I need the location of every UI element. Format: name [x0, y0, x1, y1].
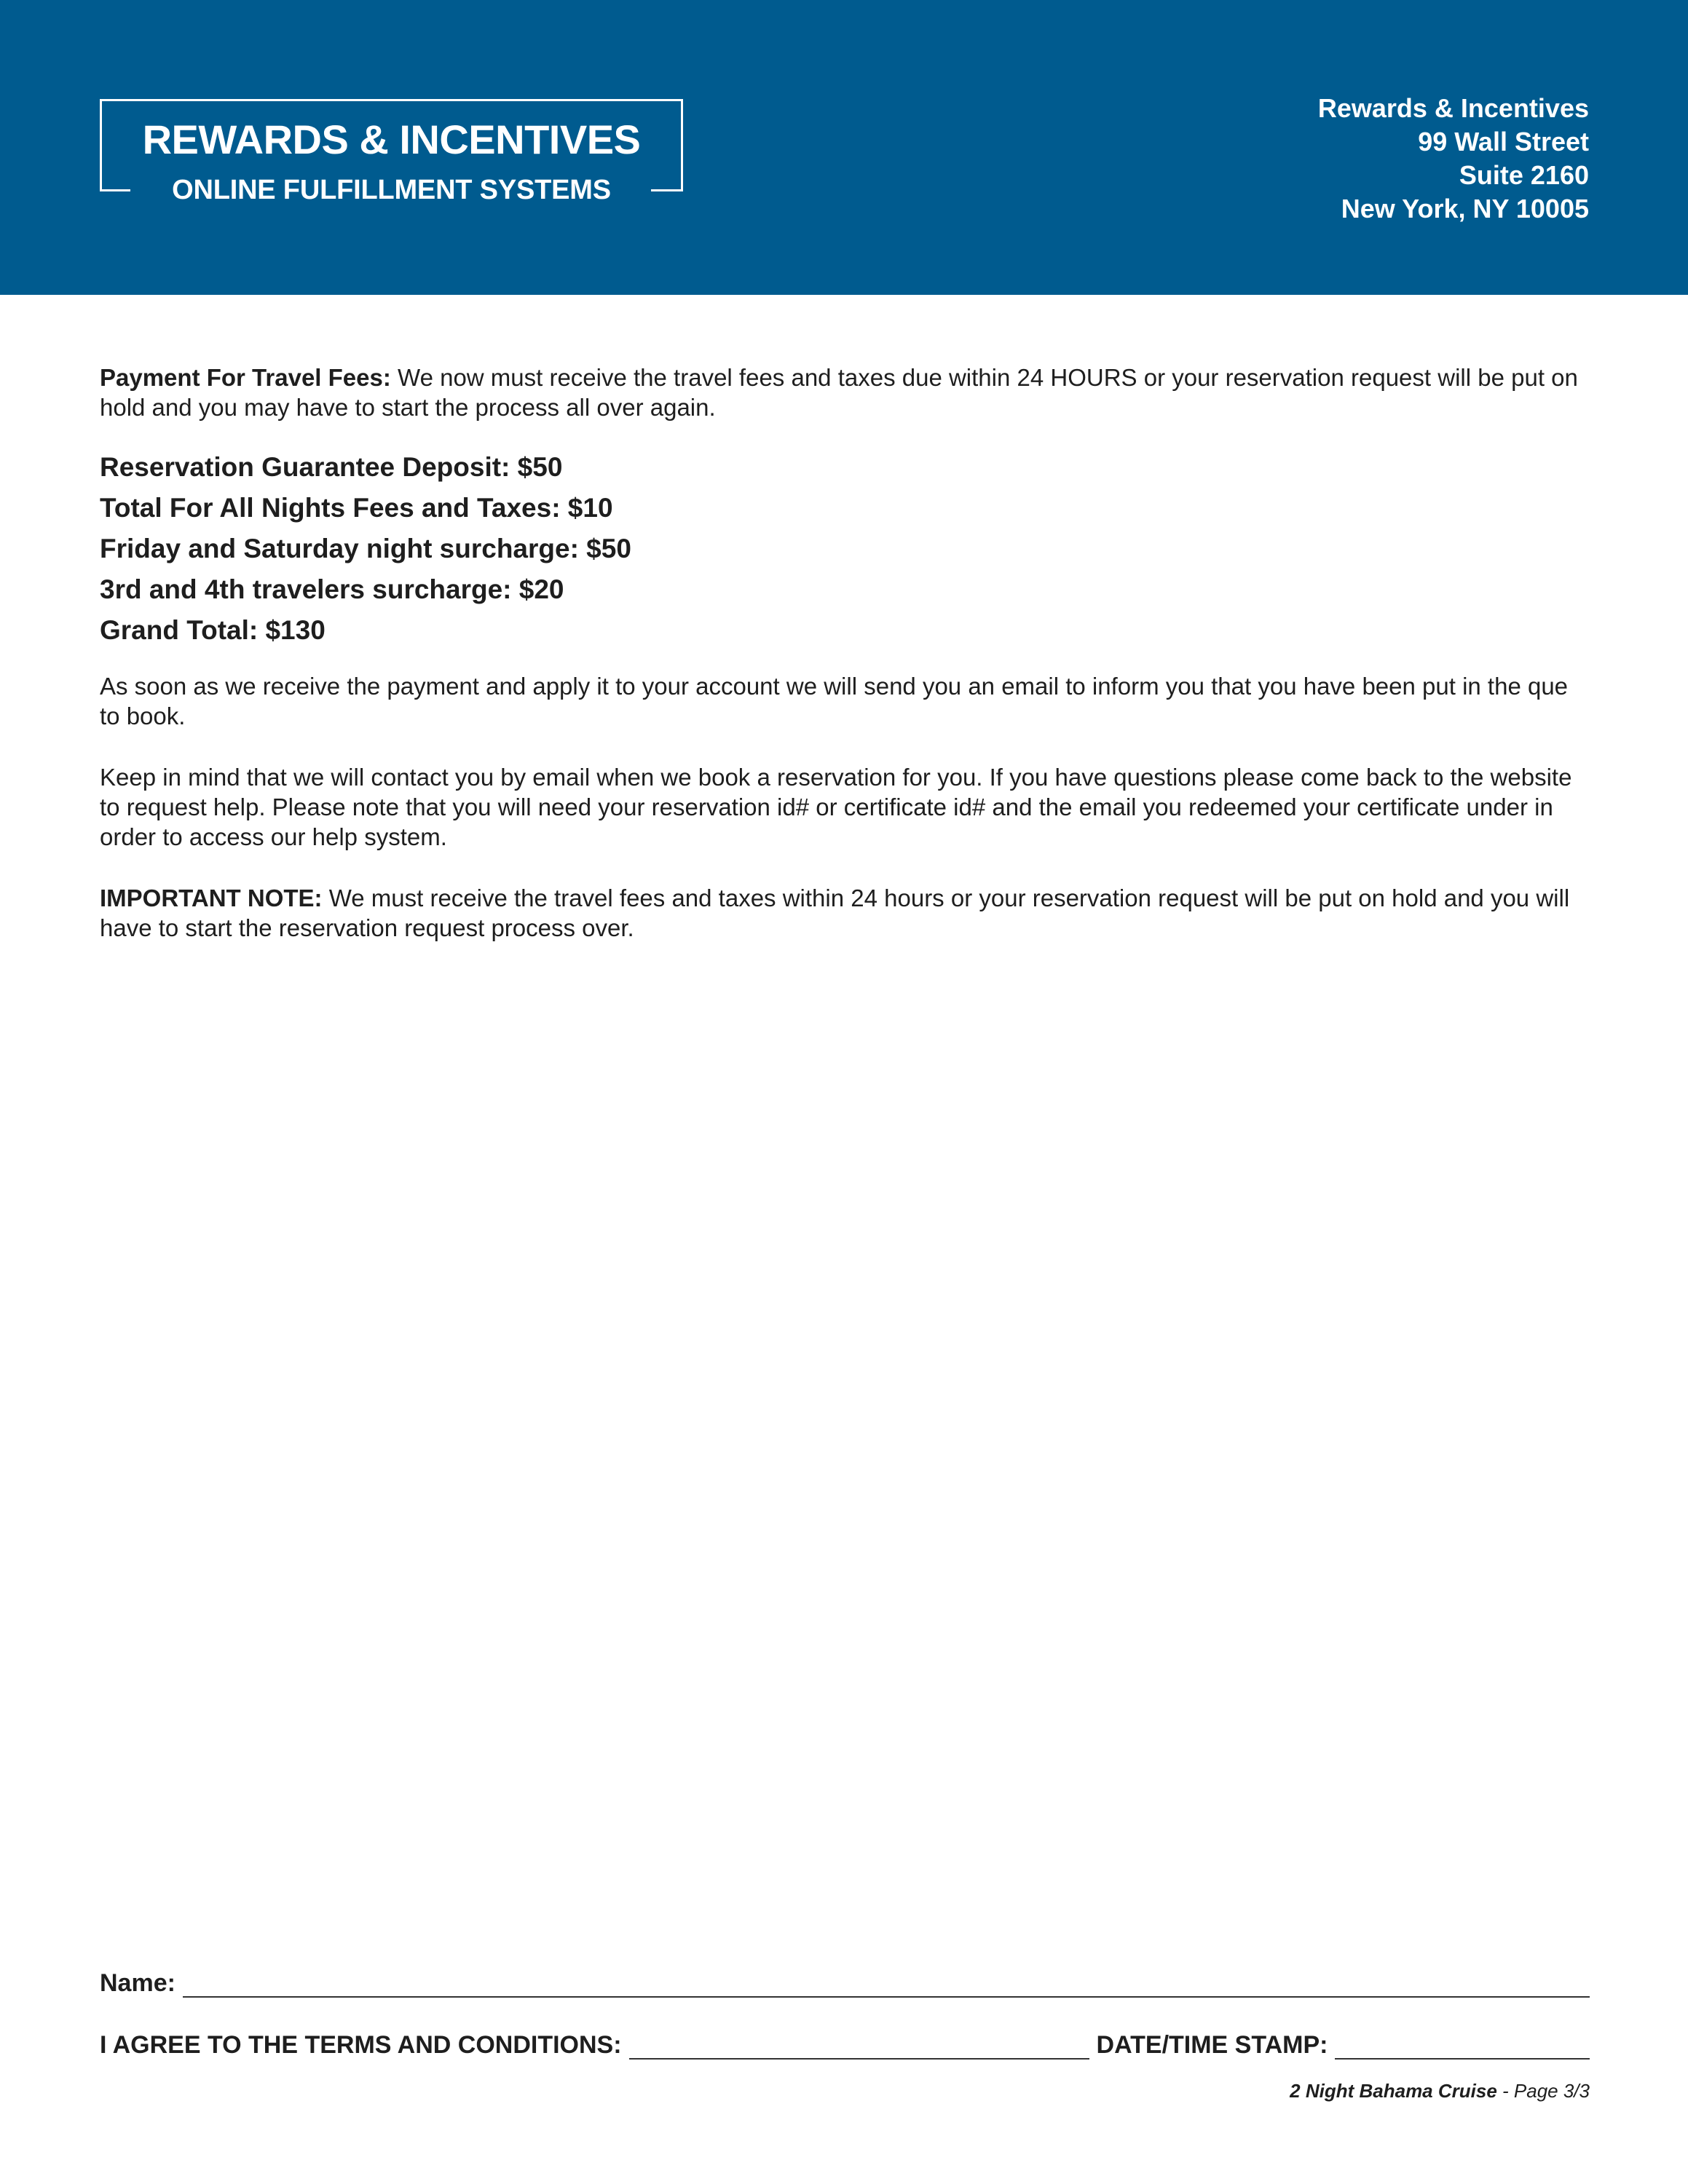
important-label: IMPORTANT NOTE: [100, 885, 323, 911]
agreement-row [100, 2030, 1590, 2060]
payment-paragraph [100, 363, 1590, 422]
document-body [100, 363, 1590, 943]
total-nights-fees: Total For All Nights Fees and Taxes: $10 [100, 493, 613, 523]
name-signature-row [100, 1969, 1590, 1998]
footer-doc-title: 2 Night Bahama Cruise [1290, 2080, 1497, 2102]
logo-rule-left [100, 189, 130, 191]
total-weekend-surcharge: Friday and Saturday night surcharge: $50 [100, 534, 631, 563]
header-banner [0, 0, 1688, 295]
logo-subtitle: ONLINE FULFILLMENT SYSTEMS [172, 175, 611, 205]
name-label: Name: [100, 1969, 175, 1997]
payment-label: Payment For Travel Fees: [100, 364, 391, 391]
address-street: 99 Wall Street [1418, 127, 1589, 157]
agree-signature-field[interactable] [629, 2036, 1089, 2060]
company-logo [100, 99, 685, 205]
footer-page-number: - Page 3/3 [1496, 2080, 1590, 2102]
address-suite: Suite 2160 [1459, 160, 1589, 190]
agree-label: I AGREE TO THE TERMS AND CONDITIONS: [100, 2031, 622, 2059]
receipt-paragraph: As soon as we receive the payment and apply it to your account we will send you an email to inform you that you have been put in the que to book. [100, 673, 1569, 729]
fee-totals [100, 447, 1590, 651]
payment-text: We now must receive the travel fees and taxes due within 24 HOURS or your reservation request will be put on hold and you may have to start the process all over again. [100, 364, 1578, 421]
logo-rule-right [651, 189, 683, 191]
total-deposit: Reservation Guarantee Deposit: $50 [100, 452, 563, 482]
important-text: We must receive the travel fees and taxes within 24 hours or your reservation request will be put on hold and you will have to start the reservation request process over. [100, 885, 1570, 941]
grand-total: Grand Total: $130 [100, 615, 326, 645]
page-footer [1290, 2079, 1590, 2102]
address-company: Rewards & Incentives [1317, 93, 1589, 123]
name-field[interactable] [183, 1974, 1590, 1998]
contact-paragraph: Keep in mind that we will contact you by email when we book a reservation for you. If you have questions please come back to the website to request help. Please note that you will need your reservation id# or certificate id# and the email you redeemed your certificate under in order to access our help system. [100, 764, 1572, 850]
date-label: DATE/TIME STAMP: [1096, 2031, 1328, 2059]
company-address [1318, 92, 1589, 226]
date-time-field[interactable] [1335, 2036, 1590, 2060]
important-note [100, 883, 1590, 943]
logo-title: REWARDS & INCENTIVES [142, 116, 641, 162]
address-city: New York, NY 10005 [1341, 194, 1589, 223]
total-travelers-surcharge: 3rd and 4th travelers surcharge: $20 [100, 574, 564, 604]
